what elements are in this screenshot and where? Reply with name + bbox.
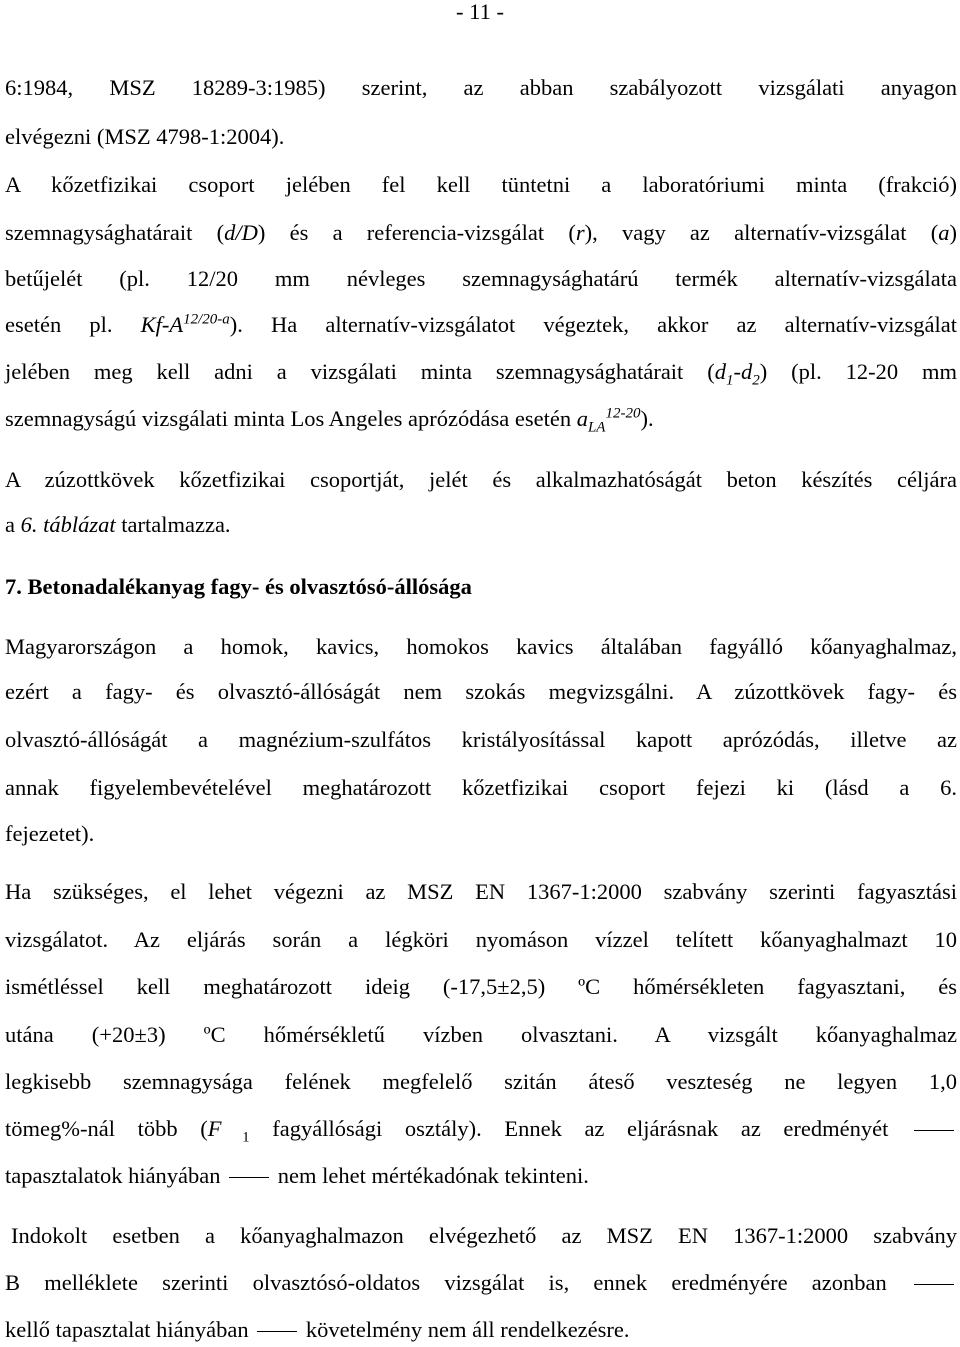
text-line: szemnagyságú vizsgálati minta Los Angeles aprózódása esetén $a_{LA}^{12-20}$). xyxy=(5,405,654,436)
text-line: tapasztalatok hiányában nem lehet mértékadónak tekinteni. xyxy=(5,1163,589,1188)
em-dash xyxy=(914,1284,954,1285)
text-line: ismétléssel kell meghatározott ideig (-17,5±2,5) ºC hőmérsékleten fagyasztani, és xyxy=(5,974,957,999)
page-number: - 11 - xyxy=(456,0,504,24)
text-line: legkisebb szemnagysága felének megfelelő szitán áteső veszteség ne legyen 1,0 xyxy=(5,1069,957,1094)
text-line: A zúzottkövek kőzetfizikai csoportját, jelét és alkalmazhatóságát beton készítés céljára xyxy=(5,467,957,492)
text-line: elvégezni (MSZ 4798-1:2004). xyxy=(5,124,285,149)
text-line: B melléklete szerinti olvasztósó-oldatos vizsgálat is, ennek eredményére azonban xyxy=(5,1270,957,1296)
text-line: ezért a fagy- és olvasztó-állóságát nem szokás megvizsgálni. A zúzottkövek fagy- és xyxy=(5,679,957,704)
text-line: annak figyelembevételével meghatározott kőzetfizikai csoport fejezi ki (lásd a 6. xyxy=(5,775,957,800)
text-line: a 6. táblázat tartalmazza. xyxy=(5,512,231,537)
text-line: Indokolt esetben a kőanyaghalmazon elvégezhető az MSZ EN 1367-1:2000 szabvány xyxy=(11,1223,957,1248)
text-line: jelében meg kell adni a vizsgálati minta szemnagysághatárait $(d_1-d_2)$ (pl. 12-20 mm xyxy=(5,359,957,389)
text-line: esetén pl. $Kf-A^{12/20-a}$). Ha alternatív-vizsgálatot végeztek, akkor az alternatív-vizsgálat xyxy=(5,311,958,337)
text-line: vizsgálatot. Az eljárás során a légköri nyomáson vízzel telített kőanyaghalmazt 10 xyxy=(5,927,957,952)
text-line: Ha szükséges, el lehet végezni az MSZ EN 1367-1:2000 szabvány szerinti fagyasztási xyxy=(5,879,957,904)
em-dash xyxy=(229,1177,269,1178)
section-title: 7. Betonadalékanyag fagy- és olvasztósó-állósága xyxy=(5,574,472,599)
text-line: Magyarországon a homok, kavics, homokos kavics általában fagyálló kőanyaghalmaz, xyxy=(5,634,957,659)
em-dash xyxy=(257,1331,297,1332)
text-line: kellő tapasztalat hiányában követelmény nem áll rendelkezésre. xyxy=(5,1317,630,1342)
text-line: olvasztó-állóságát a magnézium-szulfátos kristályosítással kapott aprózódás, illetve az xyxy=(5,727,957,752)
text-line: A kőzetfizikai csoport jelében fel kell tüntetni a laboratóriumi minta (frakció) xyxy=(5,172,957,197)
text-line: utána (+20±3) ºC hőmérsékletű vízben olvasztani. A vizsgált kőanyaghalmaz xyxy=(5,1022,957,1047)
text-line: tömeg%-nál több (F $_1$ fagyállósági osztály). Ennek az eljárásnak az eredményét xyxy=(5,1116,957,1142)
text-line: 6:1984, MSZ 18289-3:1985) szerint, az abban szabályozott vizsgálati anyagon xyxy=(5,75,957,100)
em-dash xyxy=(914,1130,954,1131)
text-line: betűjelét (pl. 12/20 mm névleges szemnagysághatárú termék alternatív-vizsgálata xyxy=(5,266,957,291)
text-line: szemnagysághatárait (d/D) és a referencia-vizsgálat (r), vagy az alternatív-vizsgálat (a) xyxy=(5,220,957,245)
text-line: fejezetet). xyxy=(5,821,95,846)
